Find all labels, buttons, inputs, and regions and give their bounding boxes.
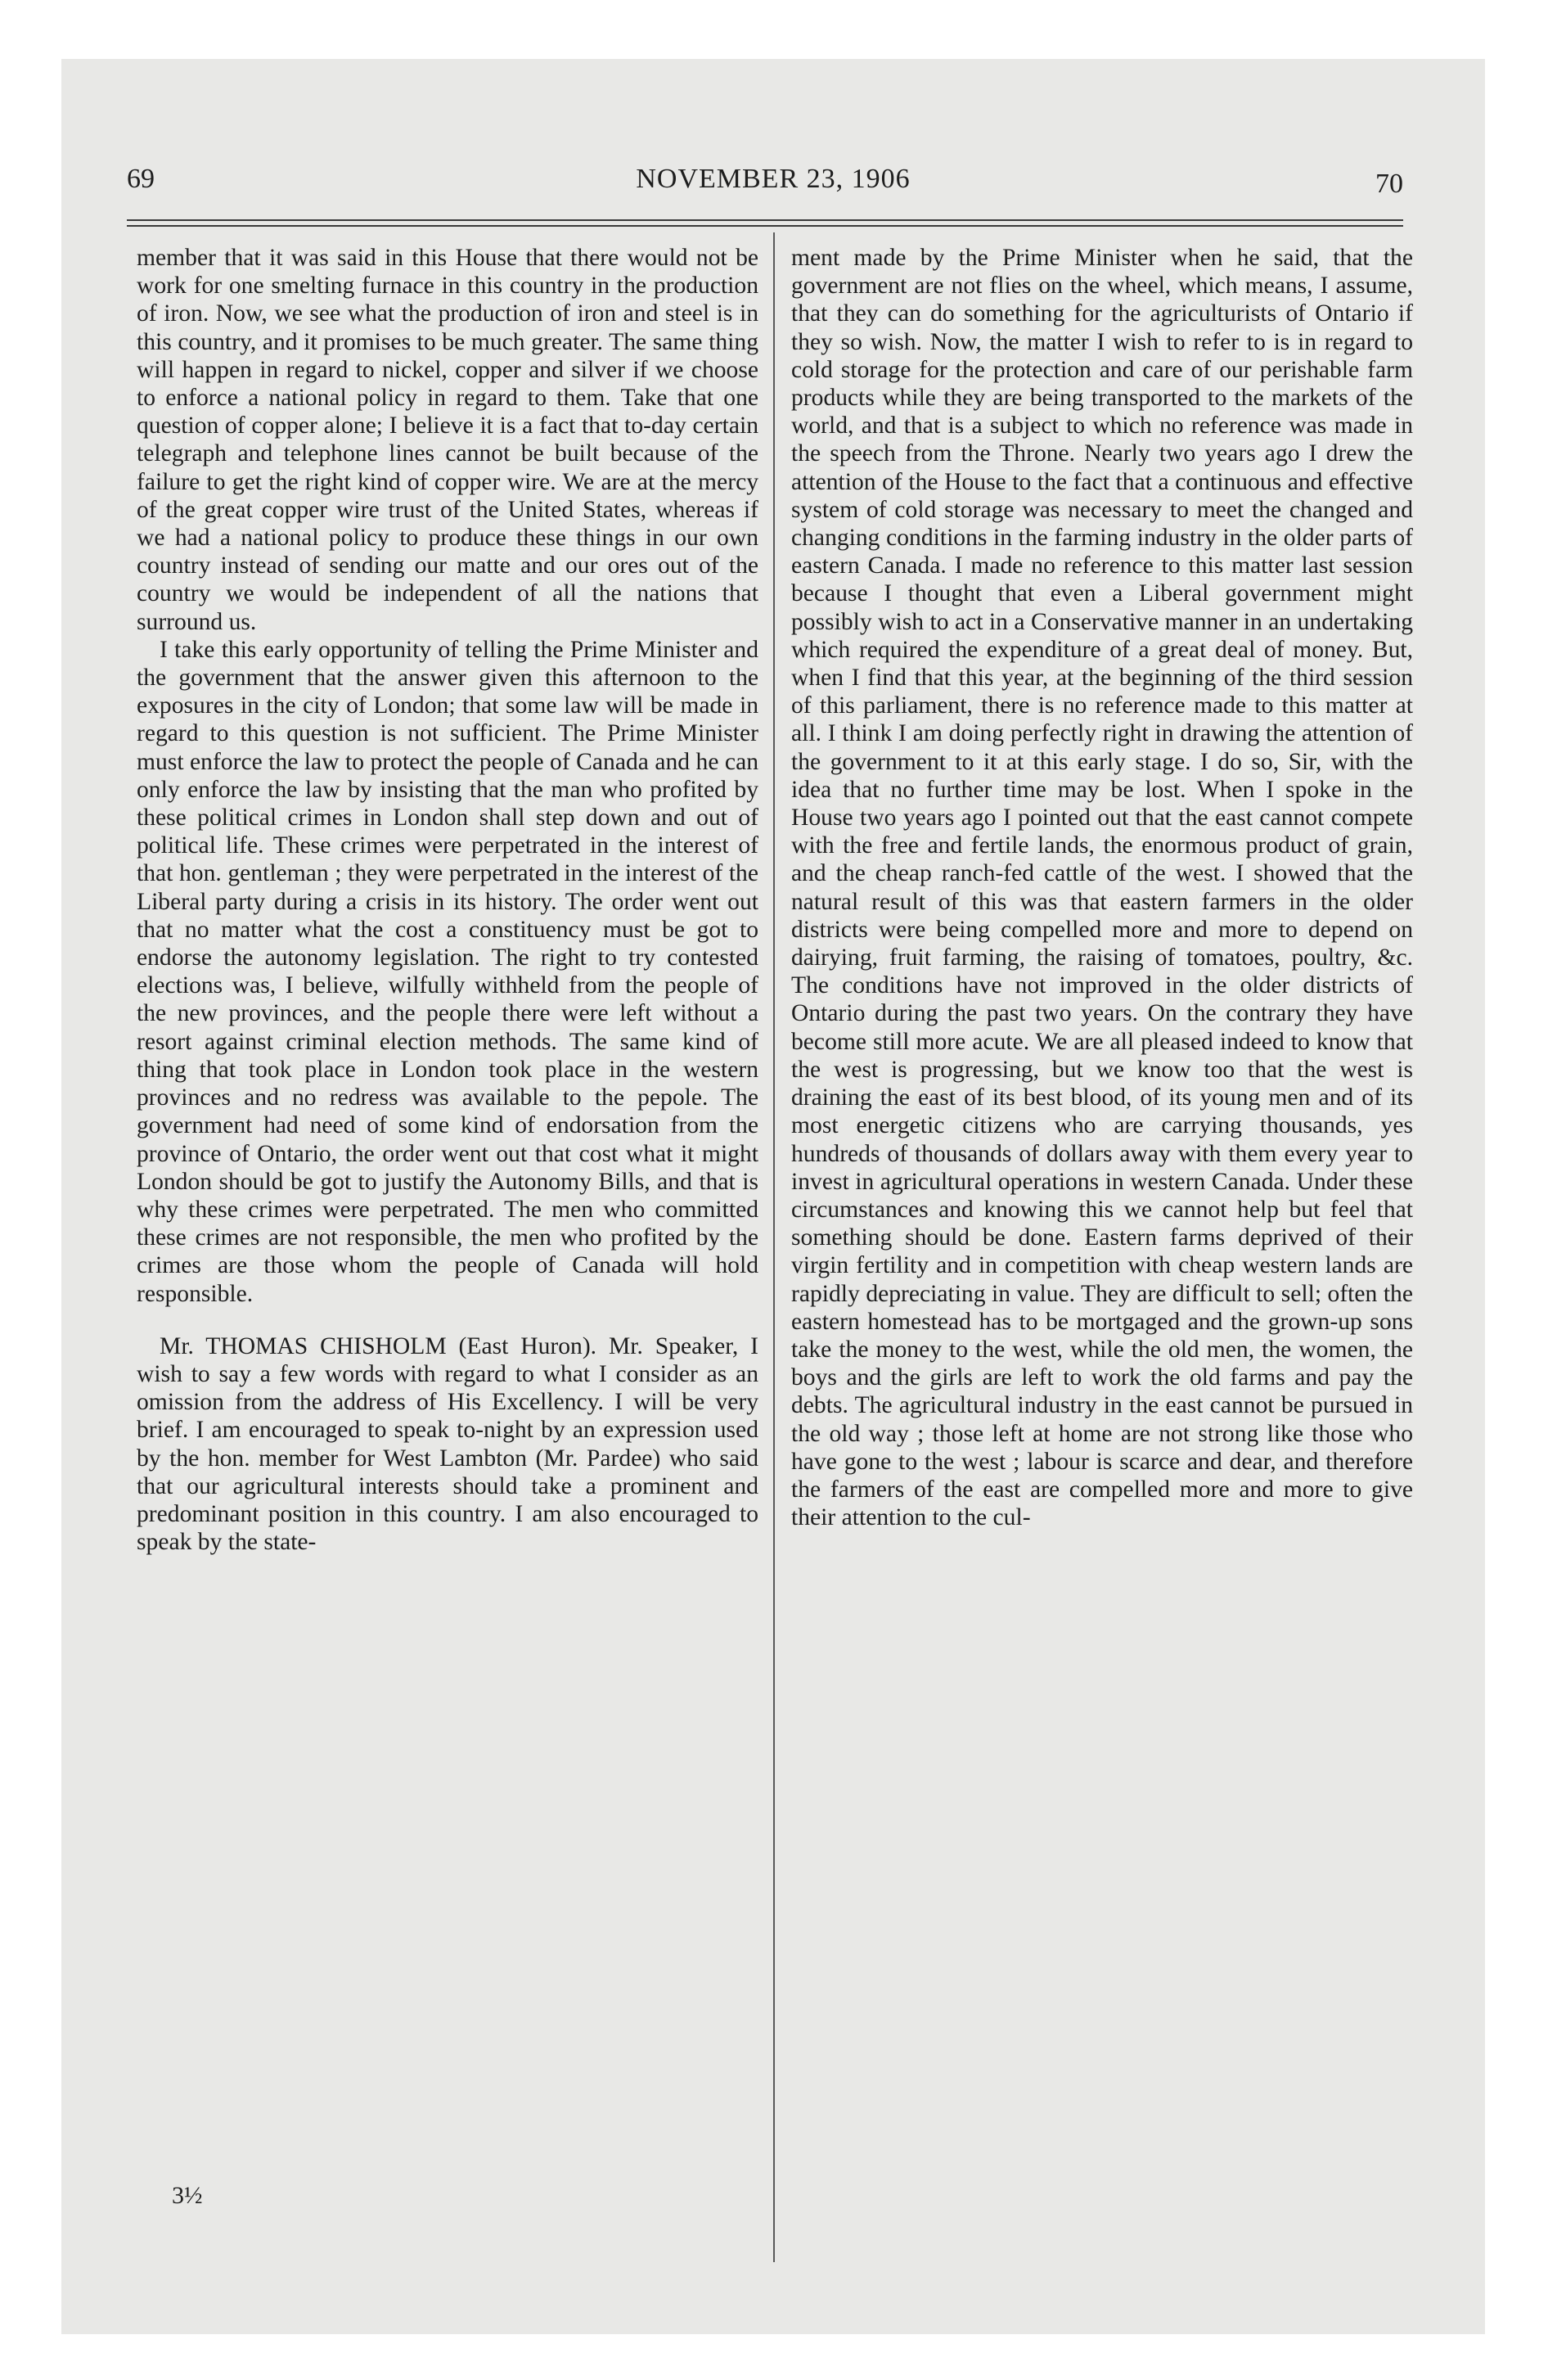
left-column — [137, 244, 758, 1556]
header-rule-bottom — [127, 225, 1403, 227]
page-date: NOVEMBER 23, 1906 — [636, 164, 911, 194]
paragraph: Mr. THOMAS CHISHOLM (East Huron). Mr. Speaker, I wish to say a few words with regard to what I consider as an omission from the address of His Excellency. I will be very brief. I am encouraged to speak to-night by an expression used by the hon. member for West Lambton (Mr. Pardee) who said that our agricultural interests should take a prominent and predominant position in this country. I am also encouraged to speak by the state- — [137, 1332, 758, 1556]
header-rule-top — [127, 219, 1403, 221]
paragraph: member that it was said in this House that there would not be work for one smelting furnace in this country in the production of iron. Now, we see what the production of iron and steel is in this country, and it promises to be much greater. The same thing will happen in regard to nickel, copper and silver if we choose to enforce a national policy in regard to them. Take that one question of copper alone; I believe it is a fact that to-day certain telegraph and telephone lines cannot be built because of the failure to get the right kind of copper wire. We are at the mercy of the great copper wire trust of the United States, whereas if we had a national policy to produce these things in our own country instead of sending our matte and our ores out of the country we would be independent of all the nations that surround us. — [137, 245, 758, 635]
paragraph: I take this early opportunity of telling the Prime Minister and the government that the answer given this afternoon to the exposures in the city of London; that some law will be made in regard to this question is not sufficient. The Prime Minister must enforce the law to protect the people of Canada and he can only enforce the law by insisting that the man who profited by these political crimes in London shall step down and out of political life. These crimes were perpetrated in the interest of that hon. gentleman ; they were perpetrated in the interest of the Liberal party during a crisis in its history. The order went out that no matter what the cost a constituency must be got to endorse the autonomy legislation. The right to try contested elections was, I believe, wilfully withheld from the people of the new provinces, and the people there were left without a resort against criminal election methods. The same kind of thing that took place in London took place in the western provinces and no redress was available to the pepole. The government had need of some kind of endorsation from the province of Ontario, the order went out that cost what it might London should be got to justify the Autonomy Bills, and that is why these crimes were perpetrated. The men who committed these crimes are not responsible, the men who profited by the crimes are those whom the people of Canada will hold responsible. — [137, 636, 758, 1307]
column-divider — [773, 232, 775, 2262]
right-column — [791, 244, 1413, 1531]
page-header — [61, 157, 1485, 206]
scanned-page — [61, 59, 1485, 2334]
signature-mark: 3½ — [172, 2182, 203, 2209]
paragraph: ment made by the Prime Minister when he said, that the government are not flies on the wheel, which means, I assume, that they can do something for the agriculturists of Ontario if they so wish. Now, the matter I wish to refer to is in regard to cold storage for the protection and care of our perishable farm products while they are being transported to the markets of the world, and that is a subject to which no reference was made in the speech from the Throne. Nearly two years ago I drew the attention of the House to the fact that a continuous and effective system of cold storage was necessary to meet the changed and changing conditions in the farming industry in the older parts of eastern Canada. I made no reference to this matter last session because I thought that even a Liberal government might possibly wish to act in a Conservative manner in an undertaking which required the expenditure of a great deal of money. But, when I find that this year, at the beginning of the third session of this parliament, there is no reference made to this matter at all. I think I am doing perfectly right in drawing the attention of the government to it at this early stage. I do so, Sir, with the idea that no further time may be lost. When I spoke in the House two years ago I pointed out that the east cannot compete with the free and fertile lands, the enormous product of grain, and the cheap ranch-fed cattle of the west. I showed that the natural result of this was that eastern farmers in the older districts were being compelled more and more to depend on dairying, fruit farming, the raising of tomatoes, poultry, &c. The conditions have not improved in the older districts of Ontario during the past two years. On the contrary they have become still more acute. We are all pleased indeed to know that the west is progressing, but we know too that the west is draining the east of its best blood, of its young men and of its most energetic citizens who are carrying thousands, yes hundreds of thousands of dollars away with them every year to invest in agricultural operations in western Canada. Under these circumstances and knowing this we cannot help but feel that something should be done. Eastern farms deprived of their virgin fertility and in competition with cheap western lands are rapidly depreciating in value. They are difficult to sell; often the eastern homestead has to be mortgaged and the grown-up sons take the money to the west, while the old men, the women, the boys and the girls are left to work the old farms and pay the debts. The agricultural industry in the east cannot be pursued in the old way ; those left at home are not strong like those who have gone to the west ; labour is scarce and dear, and therefore the farmers of the east are compelled more and more to give their attention to the cul- — [791, 245, 1413, 1531]
page-number-left: 69 — [127, 164, 155, 194]
page-number-right: 70 — [1375, 169, 1403, 199]
